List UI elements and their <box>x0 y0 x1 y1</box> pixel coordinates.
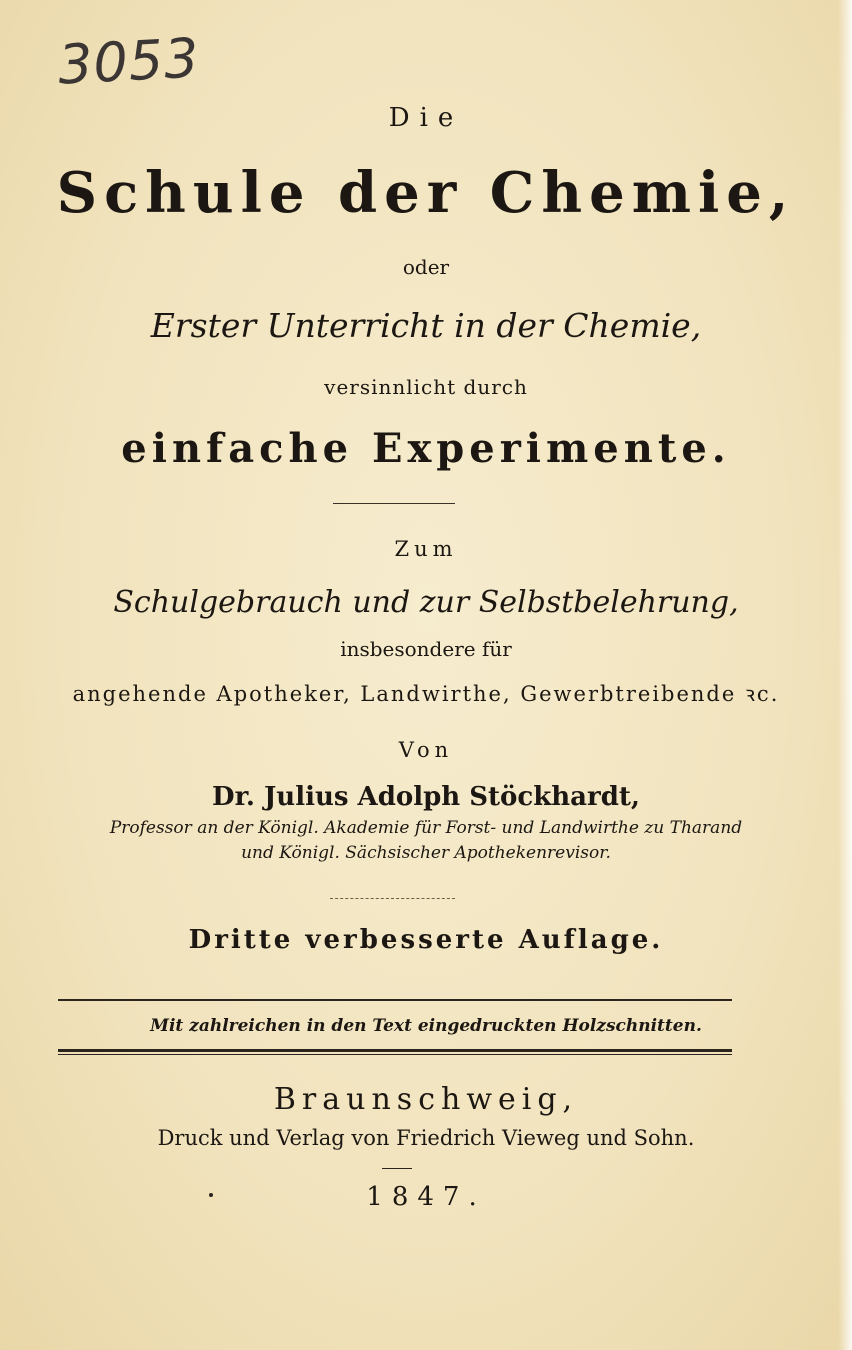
title-article: Die <box>388 103 464 133</box>
purpose-intro: Zum <box>394 537 458 561</box>
main-title: Schule der Chemie, <box>56 160 796 226</box>
publication-city: Braunschweig, <box>273 1082 579 1117</box>
publisher-line: Druck und Verlag von Friedrich Vieweg und Sohn. <box>157 1126 695 1150</box>
divider-rule-1 <box>333 503 455 504</box>
author-position-2: und Königl. Sächsischer Apothekenrevisor. <box>241 843 611 863</box>
box-rule-bottom <box>58 1049 732 1052</box>
box-rule-bottom-thin <box>58 1054 732 1055</box>
author-name: Dr. Julius Adolph Stöckhardt, <box>212 782 640 812</box>
woodcuts-note: Mit zahlreichen in den Text eingedruckten Holzschnitten. <box>150 1016 702 1036</box>
divider-rule-3 <box>382 1168 412 1169</box>
divider-rule-2 <box>330 898 455 899</box>
edition-statement: Dritte verbesserte Auflage. <box>188 925 664 955</box>
publication-year: 1847. <box>366 1182 486 1212</box>
author-intro: Von <box>398 738 454 762</box>
handwritten-accession-number: 3053 <box>56 26 201 97</box>
print-speck <box>209 1193 213 1197</box>
audience-intro: insbesondere für <box>340 637 512 661</box>
purpose-line: Schulgebrauch und zur Selbstbelehrung, <box>113 585 739 620</box>
author-position-1: Professor an der Königl. Akademie für Forst- und Landwirthe zu Tharand <box>109 818 743 838</box>
subtitle: Erster Unterricht in der Chemie, <box>150 306 702 345</box>
subtitle-connector: versinnlicht durch <box>324 375 528 399</box>
title-conjunction: oder <box>402 255 450 279</box>
subtitle-experiments: einfache Experimente. <box>121 425 731 472</box>
audience-line: angehende Apotheker, Landwirthe, Gewerbtreibende ꝛc. <box>72 682 780 706</box>
box-rule-top <box>58 999 732 1001</box>
